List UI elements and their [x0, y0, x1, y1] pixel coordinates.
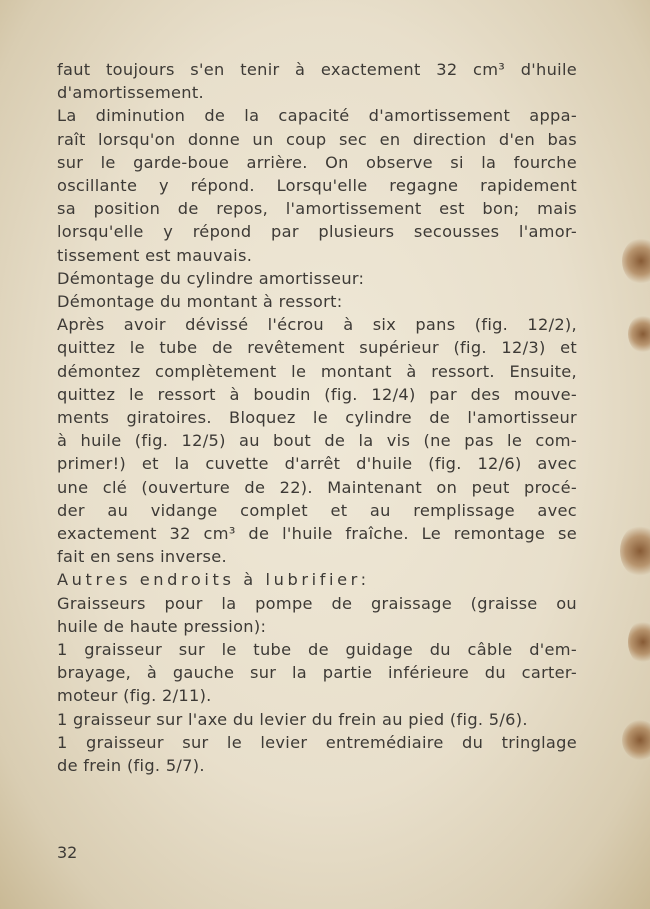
text-line: quittez le ressort à boudin (fig. 12/4) par des mouve- [57, 384, 577, 404]
heading-spring-removal [57, 290, 577, 313]
text-line: démontez complètement le montant à ressort. Ensuite, [57, 361, 577, 381]
paragraph-brake-pedal [57, 708, 577, 731]
paragraph-damping-test [57, 104, 577, 266]
paragraph-disassembly [57, 313, 577, 568]
text-line: sur le garde-boue arrière. On observe si la fourche [57, 152, 577, 172]
text-line: une clé (ouverture de 22). Maintenant on peut procé- [57, 477, 577, 497]
page-number: 32 [57, 843, 78, 862]
text-line: sa position de repos, l'amortissement est bon; mais [57, 199, 577, 219]
text-line: huile de haute pression): [57, 616, 267, 636]
text-line: 1 graisseur sur le tube de guidage du câble d'em- [57, 640, 577, 660]
text-line: fait en sens inverse. [57, 547, 227, 567]
text-line: der au vidange complet et au remplissage avec [57, 500, 577, 520]
text-line: La diminution de la capacité d'amortissement appa- [57, 106, 577, 126]
text-line: 1 graisseur sur l'axe du levier du frein au pied (fig. 5/6). [57, 709, 528, 729]
text-line: faut toujours s'en tenir à exactement 32 cm³ d'huile [57, 60, 577, 79]
text-line: Démontage du montant à ressort: [57, 292, 343, 312]
paragraph-brake-linkage [57, 731, 577, 777]
text-line: à huile (fig. 12/5) au bout de la vis (ne pas le com- [57, 431, 577, 451]
text-line: 1 graisseur sur le levier entremédiaire du tringlage [57, 732, 577, 752]
paragraph-clutch-cable [57, 638, 577, 708]
text-line: quittez le tube de revêtement supérieur (fig. 12/3) et [57, 338, 577, 358]
text-line: ments giratoires. Bloquez le cylindre de l'amortisseur [57, 408, 577, 428]
text-line: de frein (fig. 5/7). [57, 756, 205, 776]
heading-cylinder-removal [57, 267, 577, 290]
text-line: d'amortissement. [57, 83, 204, 103]
text-line: Autres endroits à lubrifier: [57, 570, 370, 590]
text-line: Démontage du cylindre amortisseur: [57, 268, 365, 288]
text-line: Après avoir dévissé l'écrou à six pans (fig. 12/2), [57, 315, 577, 335]
text-line: raît lorsqu'on donne un coup sec en direction d'en bas [57, 129, 577, 149]
rust-stain [628, 315, 650, 353]
text-line: primer!) et la cuvette d'arrêt d'huile (fig. 12/6) avec [57, 454, 577, 474]
paragraph-grease-pump [57, 592, 577, 638]
text-line: oscillante y répond. Lorsqu'elle regagne rapidement [57, 176, 577, 196]
text-line: lorsqu'elle y répond par plusieurs secousses l'amor- [57, 222, 577, 242]
rust-stain [628, 620, 650, 664]
heading-other-lubrication [57, 568, 577, 591]
paragraph-intro [57, 58, 577, 104]
text-line: exactement 32 cm³ de l'huile fraîche. Le remontage se [57, 524, 577, 544]
text-line: moteur (fig. 2/11). [57, 686, 212, 706]
text-line: Graisseurs pour la pompe de graissage (graisse ou [57, 593, 577, 613]
body-text [57, 58, 577, 777]
text-line: brayage, à gauche sur la partie inférieure du carter- [57, 663, 577, 683]
rust-stain [620, 525, 650, 577]
rust-stain [622, 720, 650, 760]
rust-stain [622, 238, 650, 284]
text-line: tissement est mauvais. [57, 245, 253, 265]
